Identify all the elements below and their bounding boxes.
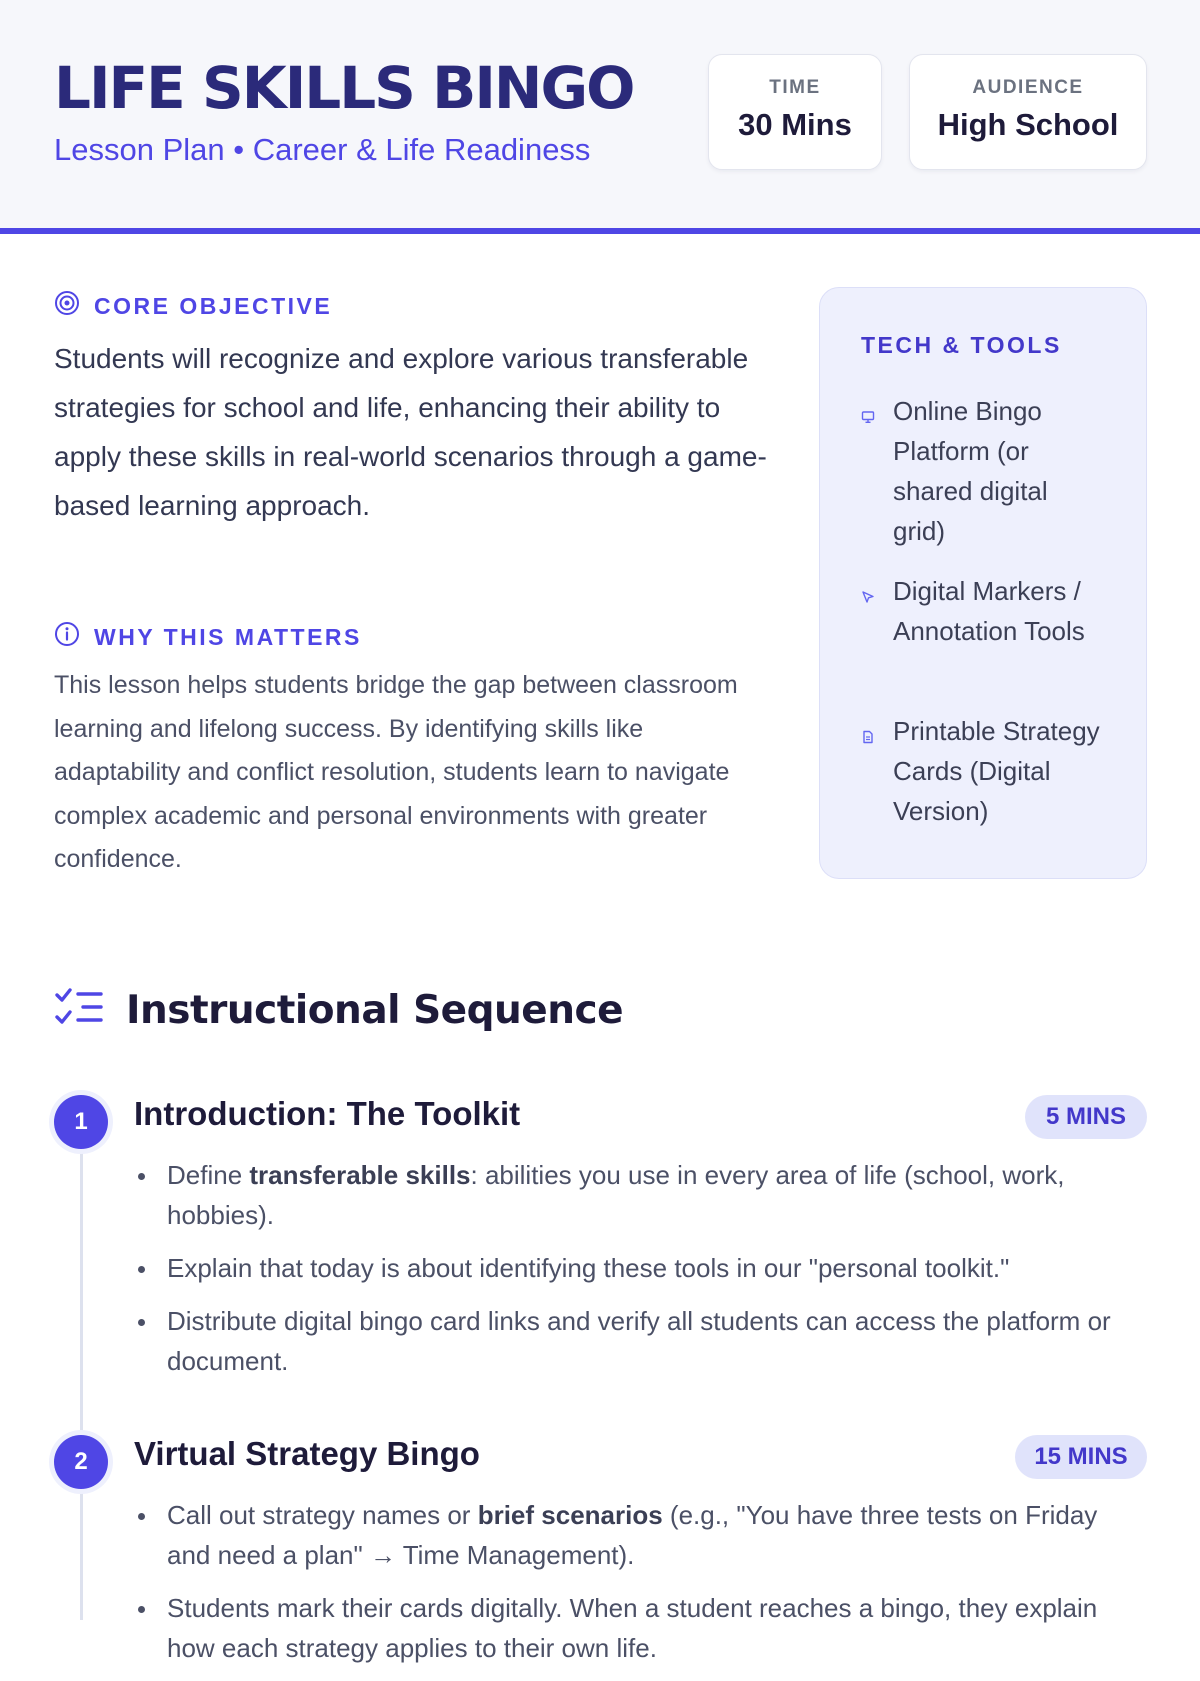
target-icon (54, 290, 80, 322)
time-card (708, 54, 882, 170)
page-subtitle: Lesson Plan • Career & Life Readiness (54, 132, 591, 167)
list-item (167, 1495, 1147, 1575)
tool-item (861, 571, 1121, 651)
bullet-text: Call out strategy names or (167, 1500, 478, 1530)
duration-badge: 5 MINS (1025, 1095, 1147, 1139)
bullet-text: : abilities you use in every area of life (school, work, hobbies). (167, 1160, 1065, 1230)
bullet-text: Distribute digital bingo card links and verify all students can access the platform or document. (167, 1306, 1111, 1376)
step-title: Introduction: The Toolkit (134, 1095, 521, 1132)
instructional-sequence-heading (54, 986, 623, 1035)
document-icon (861, 711, 879, 831)
list-item (167, 1301, 1147, 1381)
tech-tools-panel (819, 287, 1147, 879)
step-bullet-list (167, 1155, 1147, 1394)
tool-item-label: Printable Strategy Cards (Digital Version) (893, 716, 1100, 826)
bullet-bold-term: transferable skills (249, 1160, 471, 1190)
core-objective-heading (54, 290, 332, 322)
tool-item (861, 711, 1111, 831)
timeline-line (80, 1120, 83, 1620)
tool-item (861, 391, 1091, 551)
page-title: LIFE SKILLS BINGO (54, 54, 634, 122)
why-matters-text: This lesson helps students bridge the gap between classroom learning and lifelong success. By identifying skills like adaptability and conflict resolution, students learn to navigate complex academic and personal environments with greater confidence. (54, 671, 738, 873)
tech-tools-heading: TECH & TOOLS (861, 332, 1062, 358)
duration-badge: 15 MINS (1015, 1435, 1147, 1479)
bullet-text: (e.g., "You have three tests on Friday and need a plan" → Time Management). (167, 1500, 1098, 1570)
tool-item-label: Digital Markers / Annotation Tools (893, 576, 1085, 646)
step-bullet-list (167, 1495, 1147, 1681)
bullet-text: Students mark their cards digitally. When a student reaches a bingo, they explain how each strategy applies to their own life. (167, 1593, 1098, 1663)
step-number-badge: 1 (54, 1095, 108, 1149)
why-matters-heading (54, 621, 362, 653)
audience-card (909, 54, 1147, 170)
time-label: TIME (769, 77, 821, 98)
audience-value: High School (937, 107, 1119, 142)
lesson-header (0, 0, 1200, 234)
bullet-bold-term: brief scenarios (477, 1500, 663, 1530)
bullet-text: Explain that today is about identifying these tools in our "personal toolkit." (167, 1253, 1010, 1283)
time-value: 30 Mins (738, 107, 852, 142)
instructional-sequence-title: Instructional Sequence (126, 988, 624, 1033)
list-item (167, 1588, 1147, 1668)
core-objective-label: CORE OBJECTIVE (94, 292, 333, 319)
bullet-text: Define (167, 1160, 250, 1190)
tool-item-label: Online Bingo Platform (or shared digital grid) (893, 396, 1048, 546)
step-number-badge: 2 (54, 1435, 108, 1489)
checklist-icon (54, 986, 104, 1035)
list-item (167, 1155, 1147, 1235)
core-objective-text: Students will recognize and explore various transferable strategies for school and life, enhancing their ability to apply these skills in real-world scenarios through a game-based learning approach. (54, 343, 767, 521)
monitor-icon (861, 391, 879, 551)
cursor-icon (861, 571, 879, 651)
audience-label: AUDIENCE (972, 77, 1084, 98)
info-icon (54, 621, 80, 653)
list-item (167, 1248, 1147, 1288)
step-title: Virtual Strategy Bingo (134, 1435, 480, 1472)
why-matters-label: WHY THIS MATTERS (94, 623, 362, 650)
